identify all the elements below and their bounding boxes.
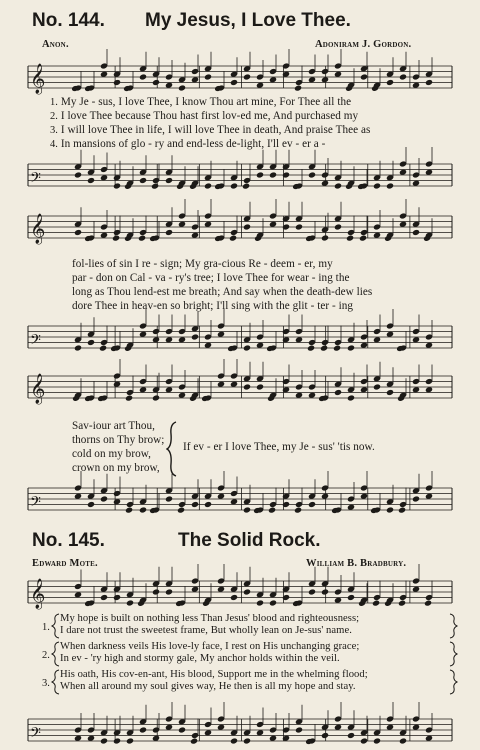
refrain-line: If ev - er I love Thee, my Je - sus' 'tis now. bbox=[183, 441, 375, 453]
svg-text:𝄢: 𝄢 bbox=[30, 494, 41, 514]
verse-line bbox=[72, 258, 333, 270]
music-staff-treble bbox=[0, 60, 480, 100]
lyric-text: In mansions of glo - ry and end-less de-light, I'll ev - er a - bbox=[60, 138, 326, 150]
verse-number: 3. bbox=[42, 678, 50, 689]
lyric-text: long as Thou lend-est me breath; And say when the death-dew lies bbox=[72, 286, 373, 298]
hymn-145-title: The Solid Rock. bbox=[178, 530, 321, 551]
verse-line bbox=[72, 420, 155, 432]
verse-line bbox=[72, 272, 350, 284]
lyric-text: His oath, His cov-en-ant, His blood, Support me in the whelming flood; bbox=[60, 669, 368, 680]
hymn-144-words-by: Anon. bbox=[42, 39, 69, 50]
verse-line bbox=[72, 434, 164, 446]
brace-icon bbox=[51, 612, 61, 702]
hymn-144-number: No. 144. bbox=[32, 10, 105, 31]
verse-line bbox=[50, 110, 358, 122]
verse-number: 4. bbox=[50, 139, 58, 150]
svg-text:𝄢: 𝄢 bbox=[30, 170, 41, 190]
hymn-145-words-by: Edward Mote. bbox=[32, 558, 98, 569]
music-staff-treble bbox=[0, 370, 480, 410]
brace-icon bbox=[448, 612, 458, 702]
verse-line bbox=[72, 286, 372, 298]
hymn-144-title: My Jesus, I Love Thee. bbox=[145, 10, 351, 31]
verse-number: 1. bbox=[50, 97, 58, 108]
svg-text:𝄢: 𝄢 bbox=[30, 332, 41, 352]
lyric-text: My Je - sus, I love Thee, I know Thou art mine, For Thee all the bbox=[60, 96, 352, 108]
svg-text:𝄞: 𝄞 bbox=[30, 374, 46, 404]
hymn-145-number: No. 145. bbox=[32, 530, 105, 551]
verse-line bbox=[72, 300, 353, 312]
music-staff-bass bbox=[0, 158, 480, 198]
lyric-text: Sav-iour art Thou, bbox=[72, 420, 156, 432]
music-staff-bass bbox=[0, 320, 480, 360]
lyric-text: crown on my brow, bbox=[72, 462, 160, 474]
hymn-144-music-by: Adoniram J. Gordon. bbox=[315, 39, 412, 50]
verse-number: 2. bbox=[50, 111, 58, 122]
verse-number: 2. bbox=[42, 650, 50, 661]
hymn-145-verses bbox=[28, 612, 468, 712]
lyric-text: I will love Thee in life, I will love Thee in death, And praise Thee as bbox=[60, 124, 371, 136]
verse-number: 1. bbox=[42, 622, 50, 633]
music-staff-treble bbox=[0, 575, 480, 615]
lyric-text: I love Thee because Thou hast first lov-ed me, And purchased my bbox=[60, 110, 359, 122]
brace-icon bbox=[166, 420, 178, 478]
music-staff-treble bbox=[0, 210, 480, 250]
verse-line bbox=[50, 138, 325, 150]
svg-text:𝄞: 𝄞 bbox=[30, 214, 46, 244]
verse-line bbox=[50, 124, 370, 136]
lyric-text: par - don on Cal - va - ry's tree; I love Thee for wear - ing the bbox=[72, 272, 350, 284]
lyric-text: My hope is built on nothing less Than Jesus' blood and righteousness; bbox=[60, 613, 360, 624]
lyric-text: I dare not trust the sweetest frame, But wholly lean on Je-sus' name. bbox=[60, 625, 352, 636]
lyric-text: In ev - 'ry high and stormy gale, My anchor holds within the veil. bbox=[60, 653, 340, 664]
lyric-text: dore Thee in heav-en so bright; I'll sing with the glit - ter - ing bbox=[72, 300, 354, 312]
verse-line bbox=[50, 96, 351, 108]
lyric-text: cold on my brow, bbox=[72, 448, 151, 460]
verse-line bbox=[72, 462, 160, 474]
lyric-text: fol-lies of sin I re - sign; My gra-cious Re - deem - er, my bbox=[72, 258, 333, 270]
svg-text:𝄢: 𝄢 bbox=[30, 725, 41, 745]
svg-text:𝄞: 𝄞 bbox=[30, 579, 46, 609]
lyric-text: When all around my soul gives way, He then is all my hope and stay. bbox=[60, 681, 356, 692]
verse-line bbox=[72, 448, 151, 460]
verse-number: 3. bbox=[50, 125, 58, 136]
music-staff-bass bbox=[0, 482, 480, 522]
hymn-145-music-by: William B. Bradbury. bbox=[306, 558, 407, 569]
svg-text:𝄞: 𝄞 bbox=[30, 64, 46, 94]
music-staff-bass bbox=[0, 713, 480, 750]
lyric-text: thorns on Thy brow; bbox=[72, 434, 165, 446]
lyric-text: When darkness veils His love-ly face, I rest on His unchanging grace; bbox=[60, 641, 360, 652]
